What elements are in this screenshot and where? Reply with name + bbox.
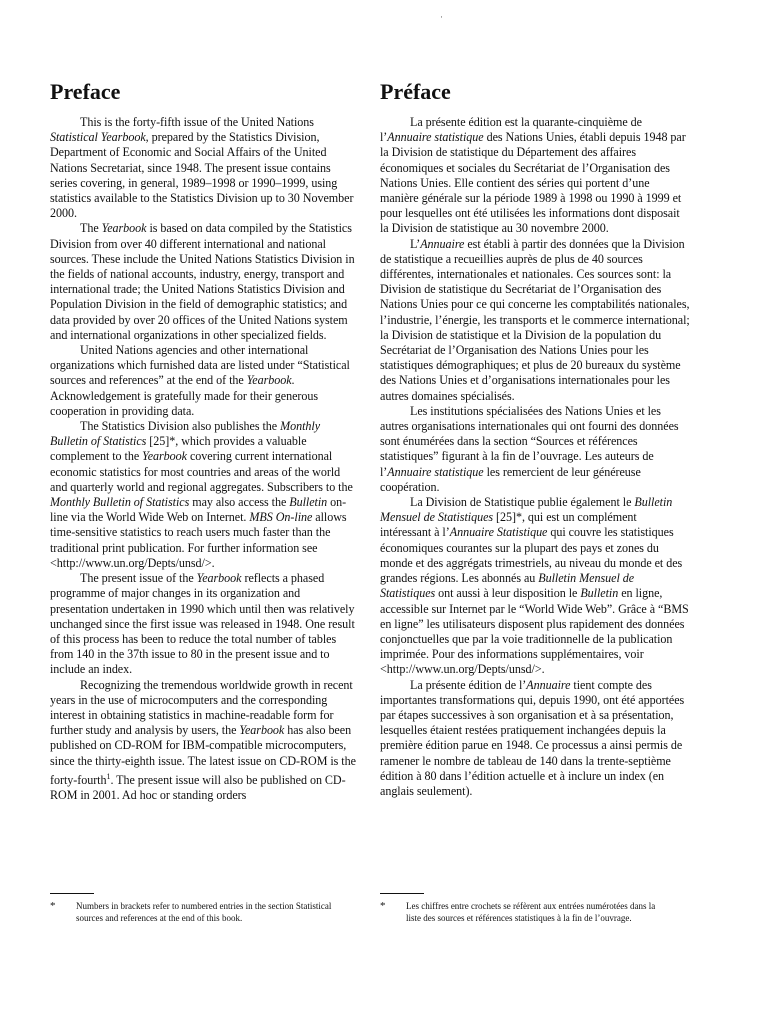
french-paragraph: La Division de Statistique publie également le Bulletin Mensuel de Statistiques [25]*, qui est un complément intéressant à l’Annuaire Statistique qui couvre les statistiques économiques courantes sur la plupart des pays et zones du monde et des aggrégats trimestriels, au niveau du monde et des grandes régions. Les abonnés au Bulletin Mensuel de Statistiques ont aussi à leur disposition le Bulletin en ligne, accessible sur Internet par le “World Wide Web”. Grâce à “BMS en ligne” les utilisateurs disposent plus rapidement des données conjonctuelles que par la voie traditionnelle de la publication imprimée. Pour des informations supplémentaires, voir <http://www.un.org/Depts/unsd/>.: [380, 495, 689, 677]
footnote-reference: 1: [106, 771, 111, 781]
italic-title-text: Bulletin: [580, 586, 619, 601]
italic-title-text: Annuaire statistique: [387, 464, 484, 479]
italic-title-text: Monthly Bulletin of Statistics: [50, 495, 190, 510]
italic-title-text: Yearbook: [196, 571, 242, 586]
italic-title-text: Yearbook: [246, 373, 292, 388]
english-title: Preface: [50, 79, 121, 104]
italic-title-text: Bulletin Mensuel de Statistiques: [380, 571, 635, 601]
english-body: [50, 115, 360, 803]
footnote-text: Numbers in brackets refer to numbered entries in the section Statistical sources and references at the end of this book.: [76, 901, 332, 923]
italic-title-text: Yearbook: [101, 221, 147, 236]
italic-title-text: Monthly Bulletin of Statistics: [50, 419, 321, 449]
french-paragraph: La présente édition est la quarante-cinquième de l’Annuaire statistique des Nations Unies, établi depuis 1948 par la Division de statistique du Département des affaires économiques et sociales du Secrétariat de l’Organisation des Nations Unies. Elle contient des séries qui portent d’une manière générale sur la période 1989 à 1998 ou 1990 à 1999 et pour lesquelles ont été utilisées les informations dont disposait la Division de statistique au 30 novembre 2000.: [380, 115, 686, 236]
english-paragraph: This is the forty-fifth issue of the United Nations Statistical Yearbook, prepared by the Statistics Division, Department of Economic and Social Affairs of the United Nations Secretariat, since 1948. The present issue contains series covering, in general, 1989–1998 or 1990–1999, using statistics available to the Statistics Division up to 30 November 2000.: [50, 115, 354, 221]
italic-title-text: Annuaire: [420, 236, 465, 251]
english-paragraph: United Nations agencies and other international organizations which furnished data are listed under “Statistical sources and references” at the end of the Yearbook. Acknowledgement is gratefully made for their generous cooperation in providing data.: [50, 343, 350, 418]
english-column: [50, 78, 360, 803]
french-column: [380, 78, 690, 799]
italic-title-text: Annuaire: [526, 677, 571, 692]
french-footnote: [380, 893, 670, 924]
french-title: Préface: [380, 79, 451, 104]
footnote-rule: [380, 893, 424, 894]
footnote-rule: [50, 893, 94, 894]
italic-title-text: Statistical Yearbook: [50, 130, 146, 145]
italic-title-text: Bulletin: [289, 495, 328, 510]
italic-title-text: Yearbook: [142, 449, 187, 464]
english-paragraph: Recognizing the tremendous worldwide growth in recent years in the use of microcomputers and the corresponding interest in obtaining statistics in machine-readable form for further study and analysis by users, the Yearbook has also been published on CD-ROM for IBM-compatible microcomputers, since the thirty-eighth issue. The latest issue on CD-ROM is the forty-fourth$^1$. The present issue will also be published on CD-ROM in 2001. Ad hoc or standing orders: [50, 677, 356, 802]
italic-title-text: Annuaire Statistique: [449, 525, 548, 540]
french-paragraph: La présente édition de l’Annuaire tient compte des importantes transformations qui, depuis 1990, ont été apportées par étapes successives à son organisation et à sa présentation, lesquelles étaient restées pratiquement inchangées depuis la première édition parue en 1948. Ce processus a ainsi permis de ramener le nombre de tableau de 140 dans la trente-septième édition à 80 dans l’édition actuelle et à inclure un index (en anglais seulement).: [380, 677, 685, 798]
english-footnote: [50, 893, 340, 924]
english-paragraph: The present issue of the Yearbook reflects a phased programme of major changes in its organization and presentation undertaken in 1990 which until then was relatively unchanged since the first issue was released in 1948. One result of this process has been to reduce the total number of tables from 140 in the 37th issue to 80 in the present issue and to include an index.: [50, 571, 355, 677]
footnote-mark: *: [50, 900, 56, 912]
italic-title-text: Bulletin Mensuel de Statistiques: [380, 495, 673, 525]
page-mark: ·: [440, 12, 443, 22]
italic-title-text: Yearbook: [239, 723, 285, 738]
french-body: [380, 115, 690, 799]
english-paragraph: The Yearbook is based on data compiled by the Statistics Division from over 40 different international and national sources. These include the United Nations Statistics Division in the fields of national accounts, industry, energy, transport and international trade; the United Nations Statistics Division and Population Division in the field of demographic statistics; and data provided by over 20 offices of the United Nations system and international organizations in other specialized fields.: [50, 221, 355, 342]
footnote-mark: *: [380, 900, 386, 912]
italic-title-text: Annuaire statistique: [387, 130, 484, 145]
french-paragraph: L’Annuaire est établi à partir des données que la Division de statistique a recueillies auprès de plus de 40 sources différentes, internationales et nationales. Ces sources sont: la Division de statistique du Secrétariat de l’Organisation des Nations Unies pour ce qui concerne les comptabilités nationales, l’industrie, l’énergie, les transports et le commerce international; la Division de statistique et la Division de la population du Secrétariat de l’Organisation des Nations Unies pour les statistiques démographiques; et plus de 20 bureaux du système des Nations Unies et d’organisations internationales pour les autres domaines spécialisés.: [380, 236, 690, 403]
footnote-text: Les chiffres entre crochets se réfèrent aux entrées numérotées dans la liste des sources et références statistiques à la fin de l’ouvrage.: [406, 901, 656, 923]
english-paragraph: The Statistics Division also publishes the Monthly Bulletin of Statistics [25]*, which provides a valuable complement to the Yearbook covering current international economic statistics for most countries and areas of the world and quarterly world and regional aggregates. Subscribers to the Monthly Bulletin of Statistics may also access the Bulletin on-line via the World Wide Web on Internet. MBS On-line allows time-sensitive statistics to reach users much faster than the traditional print publication. For further information see <http://www.un.org/Depts/unsd/>.: [50, 419, 353, 570]
french-paragraph: Les institutions spécialisées des Nations Unies et les autres organisations internationales qui ont fourni des données sont énumérées dans la section “Sources et références statistiques” figurant à la fin de l’ouvrage. Les auteurs de l’Annuaire statistique les remercient de leur généreuse coopération.: [380, 403, 679, 494]
italic-title-text: MBS On-line: [249, 510, 313, 525]
